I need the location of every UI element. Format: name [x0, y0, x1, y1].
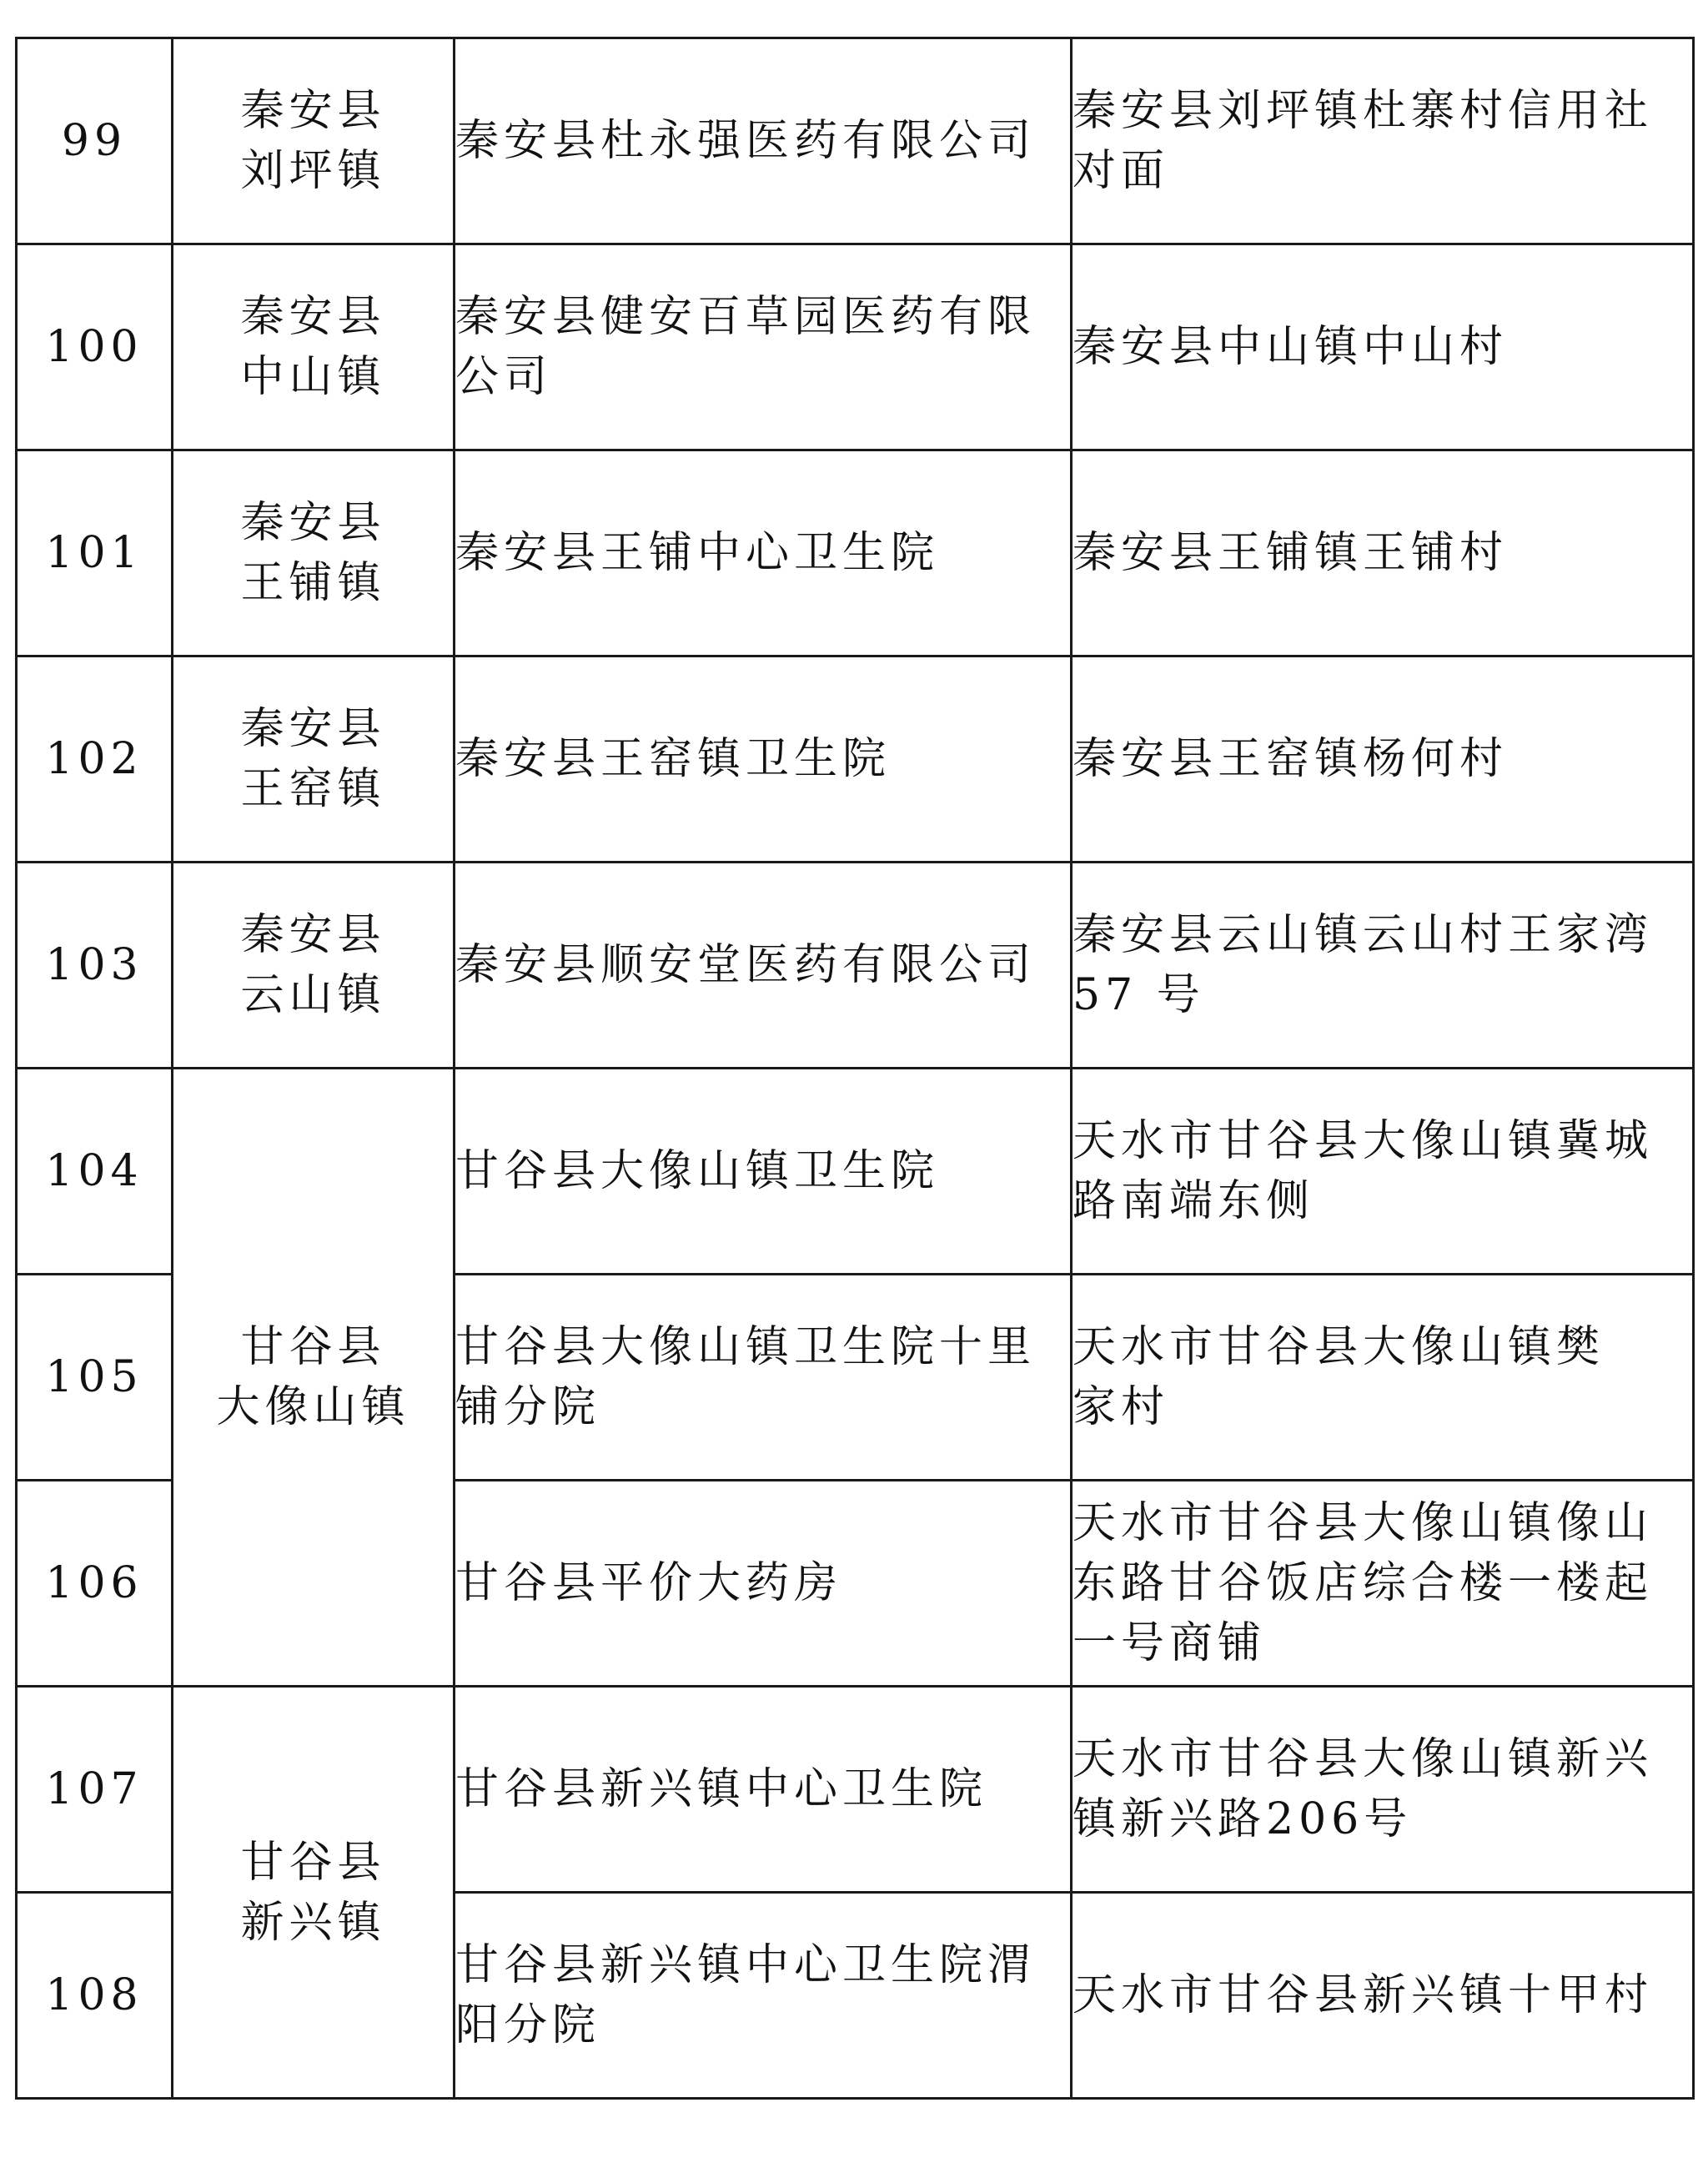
institution-name-cell: 甘谷县新兴镇中心卫生院: [455, 1687, 1072, 1893]
row-number: 108: [17, 1893, 173, 2099]
institution-name-cell: 秦安县王窑镇卫生院: [455, 656, 1072, 863]
row-number: 99: [17, 38, 173, 244]
institution-name-cell: 甘谷县大像山镇卫生院十里 铺分院: [455, 1275, 1072, 1481]
address-cell: 秦安县云山镇云山村王家湾 57 号: [1072, 863, 1694, 1069]
table-row: [17, 450, 1694, 656]
institution-name-cell: 甘谷县新兴镇中心卫生院渭 阳分院: [455, 1893, 1072, 2099]
town-cell: 秦安县 云山镇: [173, 863, 455, 1069]
address-cell: 天水市甘谷县大像山镇樊 家村: [1072, 1275, 1694, 1481]
row-number: 103: [17, 863, 173, 1069]
row-number: 102: [17, 656, 173, 863]
address-cell: 秦安县王窑镇杨何村: [1072, 656, 1694, 863]
row-number: 101: [17, 450, 173, 656]
row-number: 100: [17, 244, 173, 450]
row-number: 104: [17, 1069, 173, 1275]
table-row: [17, 656, 1694, 863]
institution-name-cell: 秦安县王铺中心卫生院: [455, 450, 1072, 656]
address-cell: 天水市甘谷县新兴镇十甲村: [1072, 1893, 1694, 2099]
row-number: 107: [17, 1687, 173, 1893]
institution-name-cell: 秦安县顺安堂医药有限公司: [455, 863, 1072, 1069]
town-cell: 甘谷县 新兴镇: [173, 1687, 455, 2099]
town-cell: 秦安县 王窑镇: [173, 656, 455, 863]
address-cell: 天水市甘谷县大像山镇冀城 路南端东侧: [1072, 1069, 1694, 1275]
table-row: [17, 863, 1694, 1069]
town-cell: 秦安县 王铺镇: [173, 450, 455, 656]
address-cell: 秦安县中山镇中山村: [1072, 244, 1694, 450]
address-cell: 天水市甘谷县大像山镇新兴 镇新兴路206号: [1072, 1687, 1694, 1893]
town-cell: 甘谷县 大像山镇: [173, 1069, 455, 1687]
town-cell: 秦安县 中山镇: [173, 244, 455, 450]
pharmacy-table: [15, 37, 1695, 2100]
institution-name-cell: 秦安县健安百草园医药有限 公司: [455, 244, 1072, 450]
institution-name-cell: 甘谷县平价大药房: [455, 1481, 1072, 1687]
town-cell: 秦安县 刘坪镇: [173, 38, 455, 244]
address-cell: 秦安县刘坪镇杜寨村信用社 对面: [1072, 38, 1694, 244]
row-number: 106: [17, 1481, 173, 1687]
institution-name-cell: 甘谷县大像山镇卫生院: [455, 1069, 1072, 1275]
table-row: [17, 244, 1694, 450]
table-row: [17, 1069, 1694, 1275]
table-row: [17, 38, 1694, 244]
institution-name-cell: 秦安县杜永强医药有限公司: [455, 38, 1072, 244]
row-number: 105: [17, 1275, 173, 1481]
address-cell: 秦安县王铺镇王铺村: [1072, 450, 1694, 656]
table-row: [17, 1687, 1694, 1893]
address-cell: 天水市甘谷县大像山镇像山 东路甘谷饭店综合楼一楼起 一号商铺: [1072, 1481, 1694, 1687]
